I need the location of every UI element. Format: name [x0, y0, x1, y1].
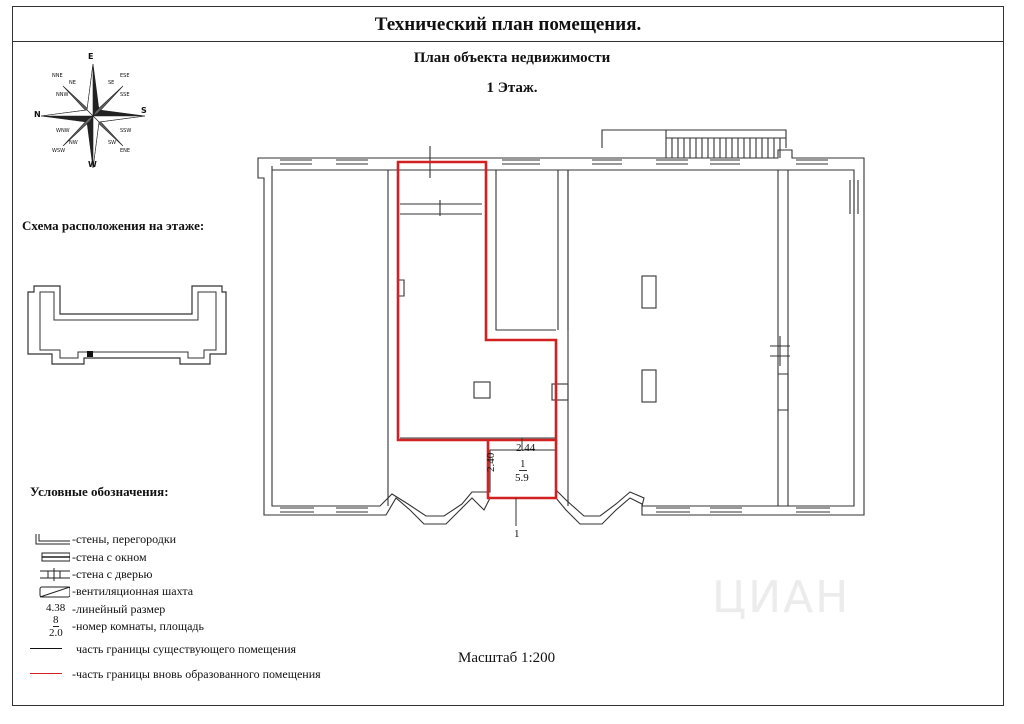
legend-room-sample-num: 8	[53, 614, 59, 626]
compass-ene: ENE	[120, 148, 131, 154]
vent-shaft-icon	[30, 584, 70, 600]
compass-nw: NW	[69, 140, 78, 146]
plan-subtitle: План объекта недвижимости	[413, 50, 611, 66]
legend-room-label: -номер комнаты, площадь	[72, 619, 204, 633]
wall-symbol-icon	[30, 532, 70, 548]
compass-sse: SSE	[120, 92, 130, 98]
compass-rose-icon	[32, 55, 154, 177]
compass-w: W	[88, 160, 97, 169]
compass-n: N	[34, 110, 41, 119]
legend-vent-label: -вентиляционная шахта	[72, 584, 194, 598]
compass-e: E	[88, 52, 94, 61]
compass-sw: SW	[108, 140, 117, 146]
location-scheme-diagram	[20, 280, 232, 370]
compass-ssw: SSW	[120, 128, 132, 134]
existing-boundary-line	[30, 648, 62, 649]
legend-wall-window-label: -стена с окном	[72, 550, 147, 564]
dimension-height: 2.40	[485, 452, 497, 472]
legend-existing-label: часть границы существующего помещения	[76, 642, 297, 656]
compass-wsw: WSW	[52, 148, 66, 154]
floor-plan	[250, 120, 870, 560]
legend-title: Условные обозначения:	[30, 484, 169, 499]
legend-dim-sample: 4.38	[46, 602, 66, 614]
compass-nne: NNE	[52, 73, 63, 79]
compass-ese: ESE	[120, 73, 130, 79]
entrance-label: 1	[514, 528, 520, 540]
legend-dim-label: -линейный размер	[72, 602, 166, 616]
room-area: 5.9	[515, 472, 529, 484]
compass-ne: NE	[69, 80, 76, 86]
compass-s: S	[141, 106, 147, 115]
scale-label: Масштаб 1:200	[458, 650, 556, 666]
dimension-width: 2.44	[516, 442, 536, 454]
legend-walls-label: -стены, перегородки	[72, 532, 177, 546]
floor-label: 1 Этаж.	[486, 80, 538, 96]
legend-new-label: -часть границы вновь образованного помещения	[72, 667, 321, 681]
window-symbol-icon	[30, 550, 70, 566]
location-scheme-label: Схема расположения на этаже:	[22, 218, 205, 233]
watermark: ЦИАН	[712, 572, 851, 623]
new-boundary-line	[30, 673, 62, 674]
page-title: Технический план помещения.	[12, 6, 1004, 42]
room-number: 1	[520, 458, 526, 470]
compass-wnw: WNW	[56, 128, 70, 134]
compass-nnw: NNW	[56, 92, 69, 98]
door-symbol-icon	[30, 567, 70, 583]
compass-se: SE	[108, 80, 115, 86]
legend-wall-door-label: -стена с дверью	[72, 567, 153, 581]
legend-room-sample-area: 2.0	[49, 627, 63, 639]
